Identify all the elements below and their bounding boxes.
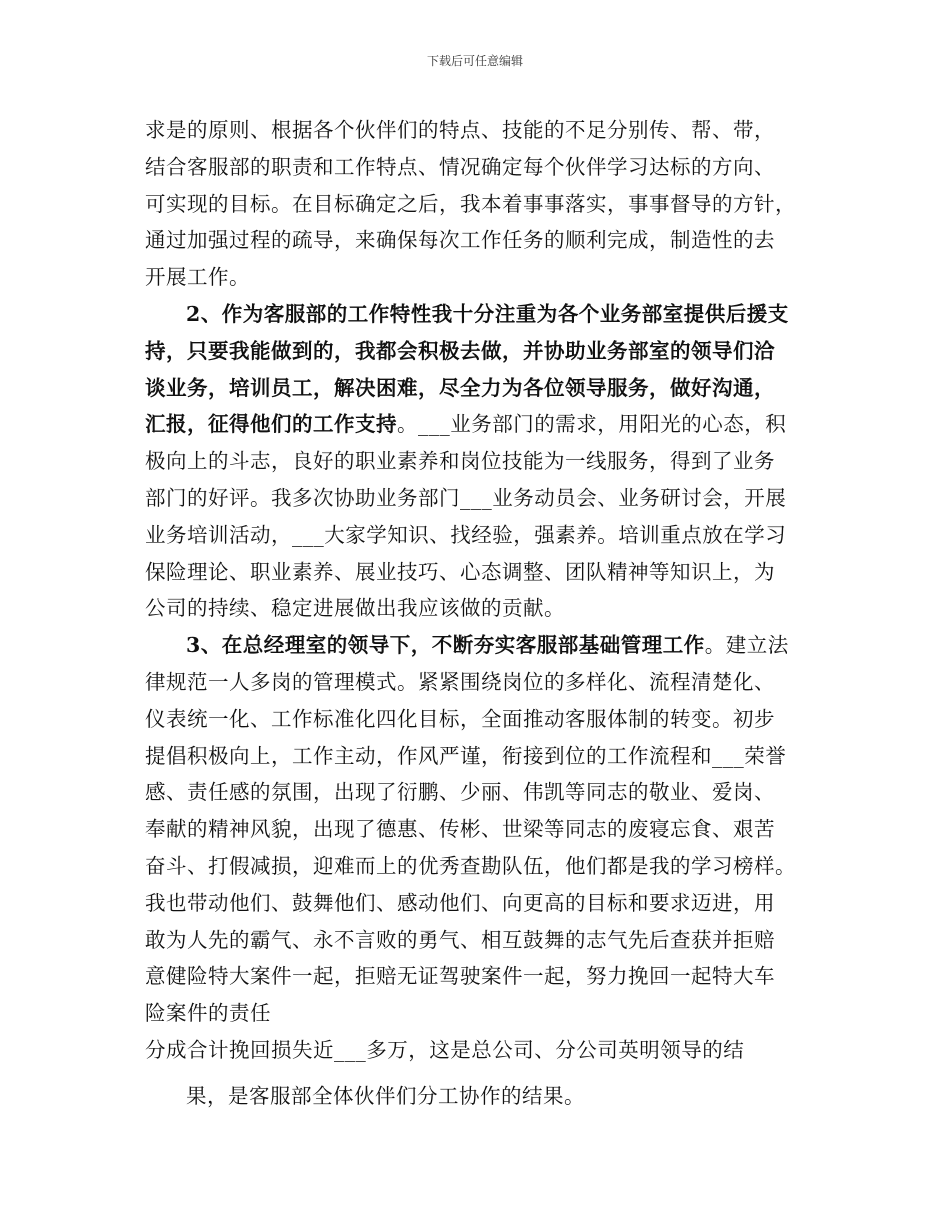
normal-segment: 。建立法 xyxy=(704,633,789,658)
text-line: 意健险特大案件一起，拒赔无证驾驶案件一起，努力挽回一起特大车 xyxy=(145,964,775,989)
bold-segment: 汇报，征得他们的工作支持 xyxy=(145,412,397,437)
text-line: 通过加强过程的疏导，来确保每次工作任务的顺利完成，制造性的去 xyxy=(145,228,775,253)
heading-line: 谈业务，培训员工，解决困难，尽全力为各位领导服务，做好沟通， xyxy=(145,375,775,400)
text-line: 律规范一人多岗的管理模式。紧紧围绕岗位的多样化、流程清楚化、 xyxy=(145,669,775,694)
text-line: 分成合计挽回损失近___多万，这是总公司、分公司英明领导的结 xyxy=(145,1037,745,1062)
text-line: 极向上的斗志，良好的职业素养和岗位技能为一线服务，得到了业务 xyxy=(145,449,775,474)
text-line: 我也带动他们、鼓舞他们、感动他们、向更高的目标和要求迈进，用 xyxy=(145,890,775,915)
text-line: 奉献的精神风貌，出现了德惠、传彬、世梁等同志的废寝忘食、艰苦 xyxy=(145,817,775,842)
text-line: 敢为人先的霸气、永不言败的勇气、相互鼓舞的志气先后查获并拒赔 xyxy=(145,927,775,952)
text-line: 奋斗、打假减损，迎难而上的优秀查勘队伍，他们都是我的学习榜样。 xyxy=(145,853,796,878)
text-line: 公司的持续、稳定进展做出我应该做的贡献。 xyxy=(145,596,565,621)
text-line: 开展工作。 xyxy=(145,265,250,290)
text-line: 可实现的目标。在目标确定之后，我本着事事落实，事事督导的方针， xyxy=(145,191,796,216)
text-line: 仪表统一化、工作标准化四化目标，全面推动客服体制的转变。初步 xyxy=(145,706,775,731)
paragraph-gap xyxy=(145,1069,815,1078)
text-line: 险案件的责任 xyxy=(145,1001,271,1026)
mixed-line xyxy=(145,627,815,664)
text-line: 果，是客服部全体伙伴们分工协作的结果。 xyxy=(186,1083,585,1108)
text-line: 保险理论、职业素养、展业技巧、心态调整、团队精神等知识上，为 xyxy=(145,559,775,584)
heading-line: 2、作为客服部的工作特性我十分注重为各个业务部室提供后援支 xyxy=(186,301,789,326)
text-line: 部门的好评。我多次协助业务部门___业务动员会、业务研讨会，开展 xyxy=(145,485,787,510)
text-line xyxy=(145,1115,815,1152)
heading-line: 持，只要我能做到的，我都会积极去做，并协助业务部室的领导们洽 xyxy=(145,338,775,363)
text-line: 提倡积极向上，工作主动，作风严谨，衔接到位的工作流程和___荣誉 xyxy=(145,743,787,768)
bold-segment: 3、在总经理室的领导下，不断夯实客服部基础管理工作 xyxy=(186,633,705,658)
mixed-line xyxy=(145,406,815,443)
text-line: 感、责任感的氛围，出现了衍鹏、少丽、伟凯等同志的敬业、爱岗、 xyxy=(145,780,775,805)
text-line: 业务培训活动，___大家学知识、找经验，强素养。培训重点放在学习 xyxy=(145,522,787,547)
page-header-note: 下载后可任意编辑 xyxy=(426,54,523,68)
normal-segment: 。___业务部门的需求，用阳光的心态，积 xyxy=(397,412,787,437)
document-body xyxy=(145,112,815,1151)
text-line: 结合客服部的职责和工作特点、情况确定每个伙伴学习达标的方向、 xyxy=(145,154,775,179)
text-line: 求是的原则、根据各个伙伴们的特点、技能的不足分别传、帮、带， xyxy=(145,118,775,142)
